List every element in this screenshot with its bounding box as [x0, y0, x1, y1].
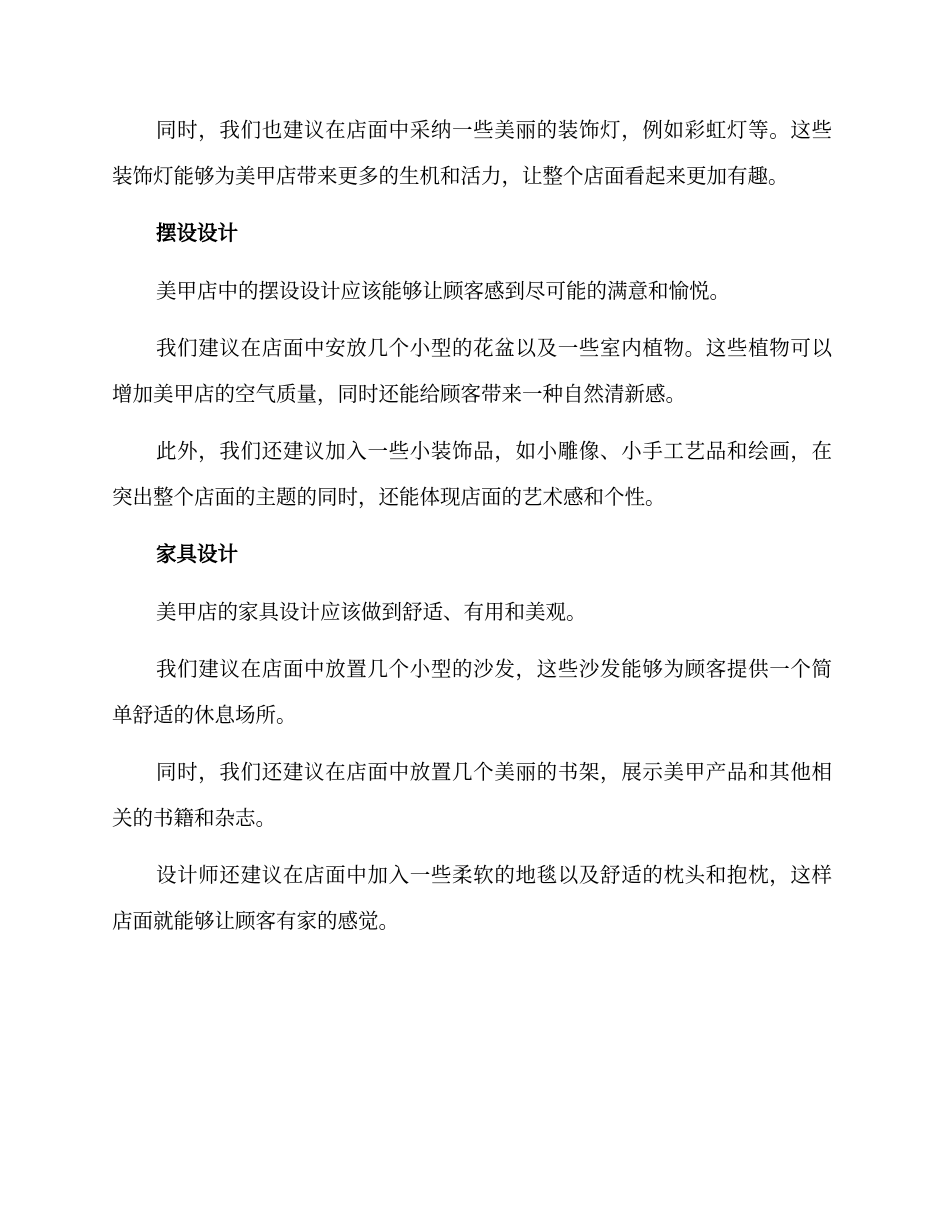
paragraph-carpets-pillows: 设计师还建议在店面中加入一些柔软的地毯以及舒适的枕头和抱枕，这样店面就能够让顾客有家的感觉。	[112, 863, 832, 933]
paragraph-bookshelves: 同时，我们还建议在店面中放置几个美丽的书架，展示美甲产品和其他相关的书籍和杂志。	[112, 760, 832, 830]
paragraph-plants: 我们建议在店面中安放几个小型的花盆以及一些室内植物。这些植物可以增加美甲店的空气质量，同时还能给顾客带来一种自然清新感。	[112, 336, 832, 406]
section-heading-furniture-design: 家具设计	[156, 542, 238, 566]
paragraph-display-intro: 美甲店中的摆设设计应该能够让顾客感到尽可能的满意和愉悦。	[156, 278, 730, 303]
paragraph-ornaments: 此外，我们还建议加入一些小装饰品，如小雕像、小手工艺品和绘画，在突出整个店面的主题的同时，还能体现店面的艺术感和个性。	[112, 439, 832, 509]
paragraph-sofas: 我们建议在店面中放置几个小型的沙发，这些沙发能够为顾客提供一个简单舒适的休息场所。	[112, 657, 832, 727]
section-heading-display-design: 摆设设计	[156, 221, 238, 245]
paragraph-decorative-lights: 同时，我们也建议在店面中采纳一些美丽的装饰灯，例如彩虹灯等。这些装饰灯能够为美甲店带来更多的生机和活力，让整个店面看起来更加有趣。	[112, 118, 832, 188]
document-body	[112, 108, 832, 956]
paragraph-furniture-intro: 美甲店的家具设计应该做到舒适、有用和美观。	[156, 599, 587, 624]
